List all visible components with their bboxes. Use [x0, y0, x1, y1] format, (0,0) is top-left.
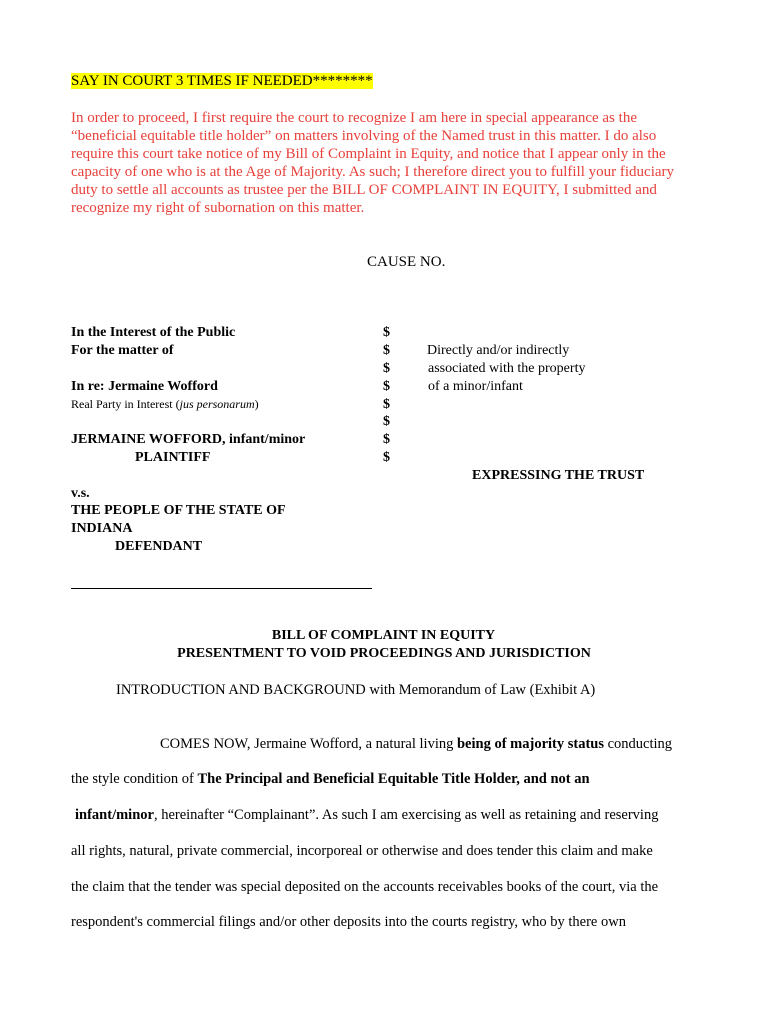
versus-label: v.s. — [71, 486, 90, 501]
body-line-4: all rights, natural, private commercial, incorporeal or otherwise and does tender this claim and make — [71, 843, 653, 859]
document-title-line-2: PRESENTMENT TO VOID PROCEEDINGS AND JURISDICTION — [177, 646, 591, 661]
body-line-2: the style condition of The Principal and Beneficial Equitable Title Holder, and not an — [71, 771, 590, 787]
plaintiff-role: PLAINTIFF — [135, 450, 211, 465]
caption-matter: For the matter of — [71, 343, 174, 358]
caption-right-line-3: of a minor/infant — [428, 379, 523, 394]
notice-heading — [71, 72, 373, 90]
caption-separator: $ — [383, 414, 390, 429]
caption-in-re: In re: Jermaine Wofford — [71, 379, 218, 394]
caption-separator: $ — [383, 432, 390, 447]
notice-line-2: “beneficial equitable title holder” on matters involving of the Named trust in this matter. I do also — [71, 128, 657, 144]
caption-public: In the Interest of the Public — [71, 325, 236, 340]
notice-line-5: duty to settle all accounts as trustee per the BILL OF COMPLAINT IN EQUITY, I submitted and — [71, 182, 657, 198]
body-line-5: the claim that the tender was special deposited on the accounts receivables books of the court, via the — [71, 879, 659, 895]
caption-separator: $ — [383, 397, 390, 412]
document-title-line-1: BILL OF COMPLAINT IN EQUITY — [271, 628, 496, 643]
caption-divider-line — [71, 588, 372, 589]
caption-separator: $ — [383, 343, 390, 358]
notice-line-6: recognize my right of subornation on this matter. — [71, 200, 365, 216]
body-line-3: infant/minor, hereinafter “Complainant”. As such I am exercising as well as retaining and reserving — [75, 807, 659, 823]
caption-separator: $ — [383, 450, 390, 465]
caption-right-line-2: associated with the property — [428, 361, 586, 376]
notice-line-3: require this court take notice of my Bill of Complaint in Equity, and notice that I appear only in the — [71, 146, 666, 162]
caption-real-party: Real Party in Interest (jus personarum) — [71, 397, 259, 411]
body-line-6: respondent's commercial filings and/or other deposits into the courts registry, who by there own — [71, 914, 626, 930]
plaintiff-name: JERMAINE WOFFORD, infant/minor — [71, 432, 306, 447]
caption-separator: $ — [383, 361, 390, 376]
notice-line-4: capacity of one who is at the Age of Majority. As such; I therefore direct you to fulfill your fiduciary — [71, 164, 675, 180]
highlighted-heading-text: SAY IN COURT 3 TIMES IF NEEDED******** — [71, 73, 373, 89]
intro-heading: INTRODUCTION AND BACKGROUND with Memorandum of Law (Exhibit A) — [116, 682, 596, 698]
caption-right-line-1: Directly and/or indirectly — [427, 343, 570, 358]
caption-separator: $ — [383, 379, 390, 394]
expressing-trust-heading: EXPRESSING THE TRUST — [472, 468, 645, 483]
body-line-1: COMES NOW, Jermaine Wofford, a natural living being of majority status conducting — [160, 736, 673, 752]
defendant-role: DEFENDANT — [115, 539, 203, 554]
caption-separator: $ — [383, 325, 390, 340]
notice-line-1: In order to proceed, I first require the court to recognize I am here in special appearance as the — [71, 110, 637, 126]
cause-number: CAUSE NO. — [367, 254, 446, 270]
defendant-line-2: INDIANA — [71, 521, 133, 536]
defendant-line-1: THE PEOPLE OF THE STATE OF — [71, 503, 286, 518]
